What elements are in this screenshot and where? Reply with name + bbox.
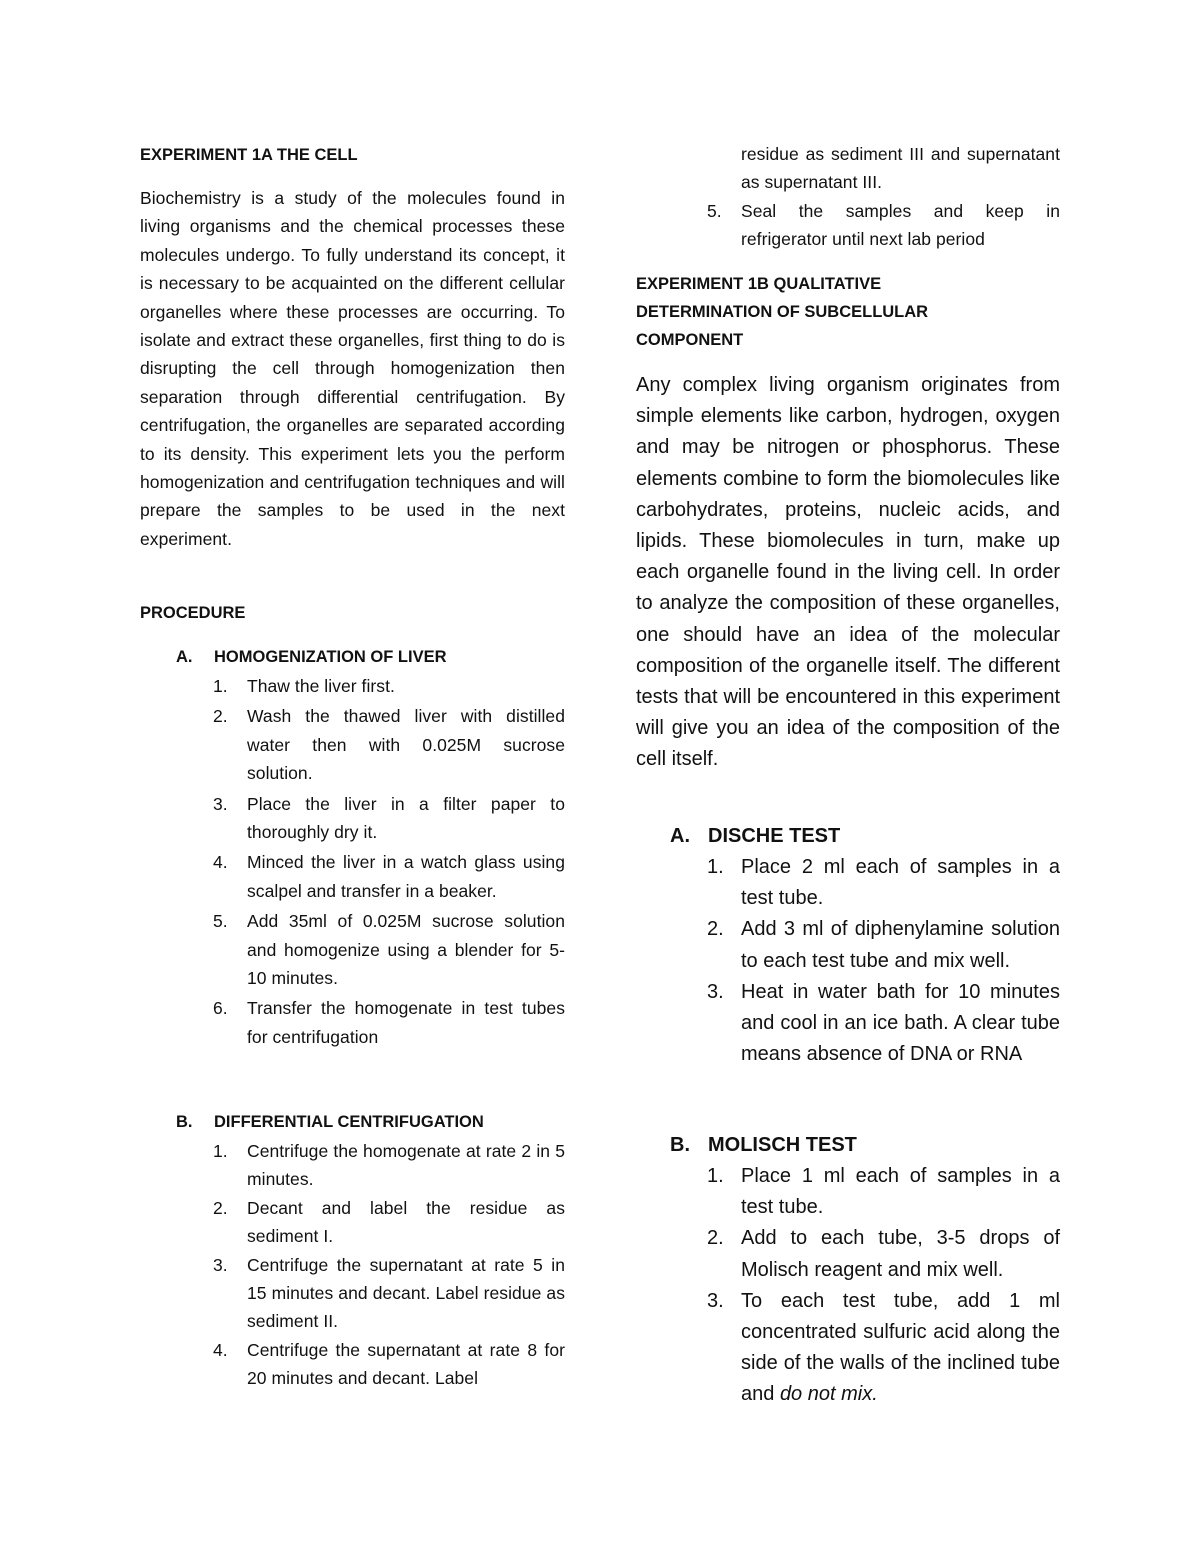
section-letter: A. — [670, 825, 690, 847]
list-item: 1. Thaw the liver first. — [213, 676, 395, 696]
experiment-1a-intro: Biochemistry is a study of the molecules found in living organisms and the chemical processes these molecules undergo. To fully understand its concept, it is necessary to be acquainted on the different cellular organelles where these processes are occurring. To isolate and extract these organelles, first thing to do is disrupting the cell through homogenization then separation through differential centrifugation. By centrifugation, the organelles are separated according to its density. This experiment lets you the perform homogenization and centrifugation techniques and will prepare the samples to be used in the next experiment. — [140, 188, 565, 549]
section-a-homogenization-title — [176, 643, 447, 671]
section-title-text: HOMOGENIZATION OF LIVER — [214, 648, 447, 666]
section-letter: B. — [176, 1113, 193, 1131]
experiment-1b-title-line-2: DETERMINATION OF SUBCELLULAR — [636, 303, 929, 321]
experiment-1b-title-line-3: COMPONENT — [636, 331, 744, 349]
list-item: 2. Add to each tube, 3-5 drops of Molisch reagent and mix well. — [707, 1227, 1060, 1281]
list-item: 2. Wash the thawed liver with distilled water then with 0.025M sucrose solution. — [213, 706, 565, 784]
list-item: 2. Add 3 ml of diphenylamine solution to each test tube and mix well. — [707, 918, 1060, 972]
procedure-title: PROCEDURE — [140, 604, 246, 622]
list-item: 5. Add 35ml of 0.025M sucrose solution and homogenize using a blender for 5-10 minutes. — [213, 911, 565, 989]
section-letter: B. — [670, 1134, 690, 1156]
experiment-1b-intro: Any complex living organism originates from simple elements like carbon, hydrogen, oxygen and may be nitrogen or phosphorus. These elements combine to form the biomolecules like carbohydrates, proteins, nucleic acids, and lipids. These biomolecules in turn, make up each organelle found in the living cell. In order to analyze the composition of these organelles, one should have an idea of the molecular composition of the organelle itself. The different tests that will be encountered in this experiment will give you an idea of the composition of the cell itself. — [636, 374, 1060, 771]
section-b-molisch-title — [670, 1130, 857, 1161]
list-item: residue as sediment III and supernatant as supernatant III. — [741, 144, 1060, 193]
section-title-text: MOLISCH TEST — [708, 1134, 857, 1156]
list-item: 1. Place 1 ml each of samples in a test tube. — [707, 1165, 1060, 1219]
section-a-dische-title — [670, 821, 840, 852]
section-title-text: DISCHE TEST — [708, 825, 841, 847]
list-item: 6. Transfer the homogenate in test tubes for centrifugation — [213, 998, 565, 1047]
list-item: 1. Place 2 ml each of samples in a test tube. — [707, 856, 1060, 910]
list-item: 4. Minced the liver in a watch glass using scalpel and transfer in a beaker. — [213, 852, 565, 901]
molisch-steps — [707, 1161, 1060, 1411]
centrifugation-steps — [213, 1137, 565, 1393]
experiment-1a-title: EXPERIMENT 1A THE CELL — [140, 146, 358, 164]
homogenization-steps — [213, 672, 565, 1051]
list-item: 3. To each test tube, add 1 ml concentrated sulfuric acid along the side of the walls of the inclined tube and do not mix. — [707, 1289, 1060, 1406]
do-not-mix-emphasis: do not mix. — [779, 1383, 878, 1406]
list-item: 3. Place the liver in a filter paper to thoroughly dry it. — [213, 793, 565, 843]
section-b-centrifugation-title — [176, 1108, 484, 1136]
list-item: 3. Heat in water bath for 10 minutes and cool in an ice bath. A clear tube means absence of DNA or RNA — [707, 980, 1060, 1066]
experiment-1b-title-line-1: EXPERIMENT 1B QUALITATIVE — [636, 275, 882, 293]
centrifugation-steps-continued — [707, 140, 1060, 254]
list-item: 2. Decant and label the residue as sediment I. — [213, 1197, 565, 1247]
section-title-text: DIFFERENTIAL CENTRIFUGATION — [214, 1113, 484, 1131]
list-item: 3. Centrifuge the supernatant at rate 5 in 15 minutes and decant. Label residue as sediment II. — [213, 1254, 565, 1332]
list-item: 1. Centrifuge the homogenate at rate 2 in 5 minutes. — [213, 1141, 565, 1190]
section-letter: A. — [176, 648, 193, 666]
dische-steps — [707, 852, 1060, 1070]
list-item: 5. Seal the samples and keep in refrigerator until next lab period — [707, 200, 1060, 250]
list-item: 4. Centrifuge the supernatant at rate 8 for 20 minutes and decant. Label — [213, 1339, 565, 1389]
